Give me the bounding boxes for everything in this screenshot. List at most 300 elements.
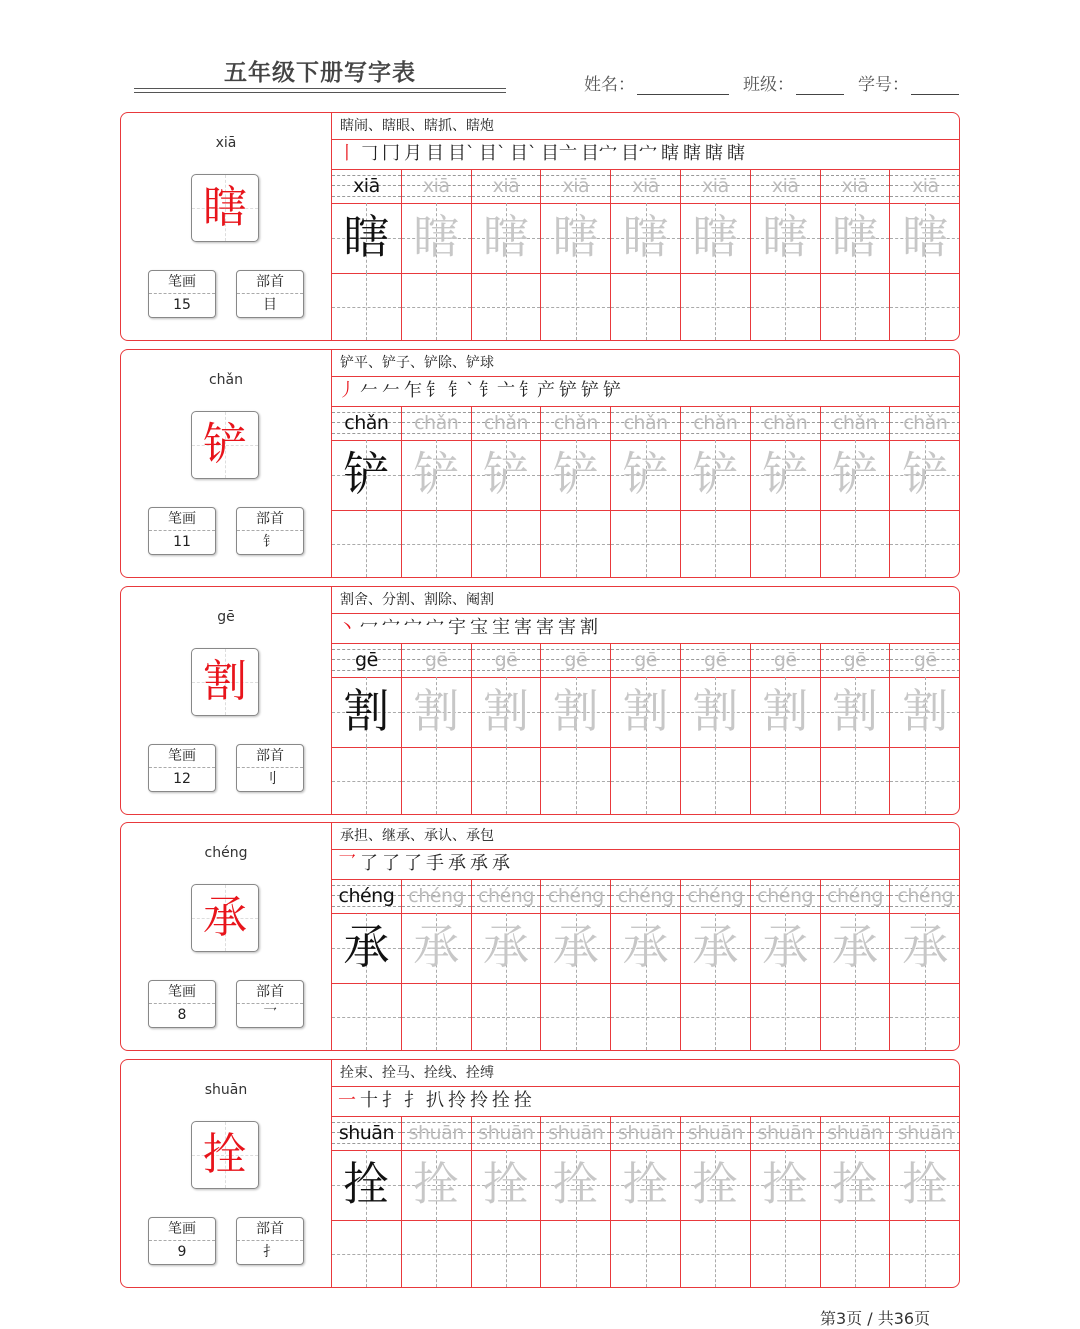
pinyin-practice-cell[interactable]	[472, 169, 542, 203]
character-trace-text: 割	[413, 684, 460, 738]
pinyin-practice-text: gē	[843, 649, 867, 671]
blank-practice-cell[interactable]	[821, 510, 891, 577]
blank-practice-cell[interactable]	[472, 983, 542, 1050]
character-pinyin: shuān	[204, 1082, 248, 1098]
radical-label: 部首	[237, 508, 303, 531]
character-trace-text: 瞎	[343, 210, 390, 264]
blank-practice-cell[interactable]	[751, 747, 821, 814]
character-trace-row	[332, 913, 959, 984]
stroke-order-step: 拴	[514, 1090, 532, 1111]
character-trace-cell[interactable]	[751, 440, 821, 510]
pinyin-practice-text: shuān	[548, 1122, 604, 1144]
pinyin-practice-cell[interactable]	[890, 879, 960, 913]
pinyin-practice-cell[interactable]	[541, 643, 611, 677]
character-block	[120, 349, 960, 578]
blank-practice-cell[interactable]	[681, 983, 751, 1050]
character-trace-cell[interactable]	[890, 440, 960, 510]
pinyin-practice-text: chéng	[617, 885, 674, 907]
character-trace-cell[interactable]	[541, 913, 611, 983]
character-trace-cell[interactable]	[332, 677, 402, 747]
character-trace-row	[332, 1150, 959, 1221]
stroke-order-step: 目`	[448, 143, 475, 164]
pinyin-practice-cell[interactable]	[821, 643, 891, 677]
pinyin-practice-cell[interactable]	[402, 643, 472, 677]
character-trace-cell[interactable]	[751, 203, 821, 273]
blank-practice-cell[interactable]	[611, 983, 681, 1050]
character-pinyin: chǎn	[208, 372, 244, 388]
stroke-order-step: 目宀	[621, 143, 657, 164]
pinyin-practice-text: chǎn	[553, 412, 598, 434]
character-trace-cell[interactable]	[402, 203, 472, 273]
character-trace-text: 铲	[413, 447, 460, 501]
class-blank[interactable]	[796, 76, 844, 95]
blank-practice-cell[interactable]	[541, 1220, 611, 1287]
pinyin-practice-cell[interactable]	[611, 406, 681, 440]
radical-value: 钅	[263, 534, 277, 550]
character-trace-cell[interactable]	[890, 203, 960, 273]
character-trace-cell[interactable]	[541, 203, 611, 273]
stroke-order	[332, 849, 959, 880]
blank-practice-cell[interactable]	[541, 747, 611, 814]
character-trace-cell[interactable]	[332, 913, 402, 983]
blank-practice-cell[interactable]	[332, 273, 402, 340]
character-trace-cell[interactable]	[402, 440, 472, 510]
pinyin-practice-cell[interactable]	[541, 879, 611, 913]
stroke-count-label: 笔画	[149, 508, 215, 531]
pinyin-practice-cell[interactable]	[681, 879, 751, 913]
character-trace-cell[interactable]	[402, 913, 472, 983]
character-display-box	[191, 174, 259, 242]
stroke-order-step: 瞎	[683, 143, 701, 164]
character-trace-cell[interactable]	[751, 913, 821, 983]
pinyin-practice-text: chéng	[547, 885, 604, 907]
pinyin-practice-cell[interactable]	[821, 406, 891, 440]
pinyin-practice-cell[interactable]	[681, 406, 751, 440]
character-trace-cell[interactable]	[541, 677, 611, 747]
character-display-box	[191, 1121, 259, 1189]
character-large: 割	[203, 656, 247, 707]
pinyin-practice-text: chéng	[757, 885, 814, 907]
pinyin-practice-cell[interactable]	[472, 1116, 542, 1150]
blank-practice-cell[interactable]	[681, 747, 751, 814]
stroke-count-box	[148, 980, 216, 1028]
stroke-order-step: 目宀	[581, 143, 617, 164]
blank-practice-cell[interactable]	[402, 273, 472, 340]
pinyin-practice-cell[interactable]	[890, 169, 960, 203]
example-words: 承担、继承、承认、承包	[332, 823, 959, 850]
pinyin-practice-text: xiā	[632, 175, 659, 197]
example-words: 铲平、铲子、铲除、铲球	[332, 350, 959, 377]
character-info-panel	[121, 350, 332, 577]
stroke-order-step: 乍	[404, 380, 422, 401]
pinyin-practice-cell[interactable]	[890, 643, 960, 677]
pinyin-practice-cell[interactable]	[541, 1116, 611, 1150]
character-trace-text: 承	[343, 920, 390, 974]
practice-area	[332, 823, 959, 1050]
pinyin-practice-text: shuān	[687, 1122, 743, 1144]
character-large: 瞎	[203, 182, 247, 233]
class-field[interactable]	[743, 70, 844, 95]
stroke-order-step: 丨	[338, 143, 356, 164]
blank-practice-cell[interactable]	[541, 983, 611, 1050]
pinyin-practice-cell[interactable]	[890, 1116, 960, 1150]
pinyin-practice-cell[interactable]	[611, 643, 681, 677]
blank-practice-cell[interactable]	[332, 1220, 402, 1287]
character-trace-cell[interactable]	[890, 1150, 960, 1220]
pinyin-practice-cell[interactable]	[751, 643, 821, 677]
blank-practice-cell[interactable]	[332, 983, 402, 1050]
stroke-count-value: 11	[173, 534, 191, 550]
pinyin-practice-cell[interactable]	[332, 879, 402, 913]
stroke-order-step: 目`	[510, 143, 537, 164]
stroke-order-step: 宀	[426, 617, 444, 638]
blank-practice-cell[interactable]	[890, 983, 960, 1050]
character-trace-cell[interactable]	[472, 677, 542, 747]
blank-practice-cell[interactable]	[751, 983, 821, 1050]
stroke-order-step: 钅`	[448, 380, 475, 401]
stroke-count-value: 12	[173, 771, 191, 787]
character-trace-text: 拴	[762, 1157, 809, 1211]
blank-practice-row	[332, 510, 959, 577]
stroke-order-step: 目	[426, 143, 444, 164]
character-trace-text: 割	[622, 684, 669, 738]
pinyin-practice-cell[interactable]	[332, 169, 402, 203]
radical-label: 部首	[237, 981, 303, 1004]
blank-practice-cell[interactable]	[332, 747, 402, 814]
stroke-order-step: 丶	[338, 617, 356, 638]
radical-box	[236, 980, 304, 1028]
character-trace-cell[interactable]	[611, 677, 681, 747]
pinyin-practice-cell[interactable]	[541, 406, 611, 440]
student-number-field[interactable]	[858, 70, 959, 95]
pinyin-practice-text: chéng	[478, 885, 534, 907]
stroke-count-box	[148, 507, 216, 555]
stroke-order-step: 目`	[479, 143, 506, 164]
blank-practice-cell[interactable]	[611, 747, 681, 814]
character-trace-text: 瞎	[902, 210, 949, 264]
number-blank[interactable]	[911, 76, 959, 95]
character-trace-text: 拴	[343, 1157, 390, 1211]
character-large: 承	[203, 892, 247, 943]
character-trace-text: 割	[343, 684, 390, 738]
blank-practice-cell[interactable]	[751, 510, 821, 577]
blank-practice-cell[interactable]	[472, 273, 542, 340]
pinyin-practice-text: gē	[494, 649, 518, 671]
stroke-order-step: 冖	[360, 617, 378, 638]
stroke-order-step: 承	[470, 853, 488, 874]
stroke-order-step: 宔	[492, 617, 510, 638]
character-trace-cell[interactable]	[821, 1150, 891, 1220]
pinyin-practice-text: chǎn	[903, 412, 948, 434]
character-trace-text: 铲	[902, 447, 949, 501]
stroke-order-step: 铲	[581, 380, 599, 401]
character-block	[120, 822, 960, 1051]
character-trace-text: 铲	[552, 447, 599, 501]
pinyin-practice-text: xiā	[702, 175, 729, 197]
character-trace-text: 拴	[622, 1157, 669, 1211]
pinyin-practice-cell[interactable]	[890, 406, 960, 440]
pinyin-practice-row	[332, 1116, 959, 1151]
character-trace-text: 瞎	[552, 210, 599, 264]
blank-practice-cell[interactable]	[890, 510, 960, 577]
example-words: 瞎闹、瞎眼、瞎抓、瞎炮	[332, 113, 959, 140]
stroke-order-step: 瞎	[727, 143, 745, 164]
stroke-order-step: 承	[492, 853, 510, 874]
character-trace-cell[interactable]	[821, 440, 891, 510]
pinyin-practice-text: xiā	[841, 175, 869, 197]
stroke-order-step: 宀	[404, 617, 422, 638]
pinyin-practice-cell[interactable]	[402, 169, 472, 203]
character-trace-text: 割	[831, 684, 878, 738]
name-label: 姓名：	[584, 75, 635, 95]
character-trace-cell[interactable]	[472, 440, 542, 510]
pinyin-practice-cell[interactable]	[611, 879, 681, 913]
character-trace-text: 瞎	[413, 210, 460, 264]
blank-practice-cell[interactable]	[751, 1220, 821, 1287]
pinyin-practice-cell[interactable]	[472, 406, 542, 440]
name-field[interactable]	[584, 70, 729, 95]
character-trace-text: 承	[831, 920, 878, 974]
blank-practice-cell[interactable]	[890, 273, 960, 340]
stroke-order-step: 目亠	[541, 143, 577, 164]
pinyin-practice-text: chǎn	[344, 412, 389, 434]
character-trace-text: 铲	[343, 447, 390, 501]
pinyin-practice-cell[interactable]	[751, 1116, 821, 1150]
blank-practice-cell[interactable]	[681, 510, 751, 577]
stroke-order-step: 害	[514, 617, 532, 638]
character-trace-text: 瞎	[692, 210, 739, 264]
character-trace-cell[interactable]	[611, 1150, 681, 1220]
page-number: 第3页 / 共36页	[820, 1309, 931, 1328]
character-trace-cell[interactable]	[681, 677, 751, 747]
character-block	[120, 586, 960, 815]
stroke-count-value: 15	[173, 297, 191, 313]
pinyin-practice-text: shuān	[618, 1122, 674, 1144]
blank-practice-cell[interactable]	[681, 1220, 751, 1287]
pinyin-practice-cell[interactable]	[681, 1116, 751, 1150]
blank-practice-cell[interactable]	[402, 510, 472, 577]
pinyin-practice-text: chǎn	[832, 412, 878, 434]
radical-label: 部首	[237, 1218, 303, 1241]
blank-practice-cell[interactable]	[890, 747, 960, 814]
pinyin-practice-text: xiā	[492, 175, 520, 197]
stroke-order-step: 拎	[470, 1090, 488, 1111]
pinyin-practice-text: chéng	[338, 885, 395, 907]
pinyin-practice-cell[interactable]	[611, 1116, 681, 1150]
blank-practice-cell[interactable]	[821, 1220, 891, 1287]
stroke-order-step: 拎	[448, 1090, 466, 1111]
pinyin-practice-cell[interactable]	[332, 643, 402, 677]
blank-practice-cell[interactable]	[541, 510, 611, 577]
character-trace-cell[interactable]	[751, 1150, 821, 1220]
blank-practice-cell[interactable]	[751, 273, 821, 340]
character-trace-cell[interactable]	[821, 203, 891, 273]
blank-practice-cell[interactable]	[821, 747, 891, 814]
character-trace-cell[interactable]	[751, 677, 821, 747]
blank-practice-row	[332, 983, 959, 1050]
character-trace-cell[interactable]	[472, 203, 542, 273]
stroke-order-step: 一	[338, 1090, 356, 1111]
pinyin-practice-text: shuān	[757, 1122, 813, 1144]
blank-practice-cell[interactable]	[890, 1220, 960, 1287]
character-trace-text: 拴	[692, 1157, 739, 1211]
stroke-order-step: 害	[536, 617, 554, 638]
pinyin-practice-cell[interactable]	[402, 879, 472, 913]
pinyin-practice-cell[interactable]	[751, 879, 821, 913]
character-trace-text: 割	[482, 684, 529, 738]
character-trace-cell[interactable]	[541, 1150, 611, 1220]
blank-practice-cell[interactable]	[472, 747, 542, 814]
stroke-order-step: 宇	[448, 617, 466, 638]
character-trace-cell[interactable]	[611, 440, 681, 510]
character-trace-text: 铲	[762, 447, 809, 501]
blank-practice-cell[interactable]	[541, 273, 611, 340]
stroke-order	[332, 1086, 959, 1117]
number-label: 学号：	[858, 75, 909, 95]
pinyin-practice-cell[interactable]	[472, 879, 542, 913]
pinyin-practice-cell[interactable]	[332, 406, 402, 440]
character-trace-cell[interactable]	[890, 913, 960, 983]
character-display-box	[191, 411, 259, 479]
character-trace-text: 铲	[692, 447, 739, 501]
character-trace-cell[interactable]	[402, 677, 472, 747]
pinyin-practice-text: shuān	[338, 1122, 394, 1144]
character-trace-text: 瞎	[482, 210, 529, 264]
radical-label: 部首	[237, 271, 303, 294]
stroke-order-step: 瞎	[661, 143, 679, 164]
character-trace-text: 承	[482, 920, 529, 974]
blank-practice-cell[interactable]	[611, 273, 681, 340]
character-trace-text: 拴	[902, 1157, 949, 1211]
stroke-count-label: 笔画	[149, 271, 215, 294]
blank-practice-cell[interactable]	[402, 747, 472, 814]
character-trace-cell[interactable]	[681, 440, 751, 510]
pinyin-practice-cell[interactable]	[821, 169, 891, 203]
character-pinyin: chéng	[204, 845, 248, 861]
pinyin-practice-row	[332, 643, 959, 678]
character-trace-cell[interactable]	[332, 1150, 402, 1220]
character-info-panel	[121, 1060, 332, 1287]
character-trace-text: 瞎	[831, 210, 878, 264]
pinyin-practice-text: chéng	[827, 885, 883, 907]
pinyin-practice-cell[interactable]	[402, 1116, 472, 1150]
blank-practice-cell[interactable]	[681, 273, 751, 340]
pinyin-practice-text: shuān	[478, 1122, 534, 1144]
pinyin-practice-cell[interactable]	[332, 1116, 402, 1150]
student-info-fields	[584, 70, 959, 95]
pinyin-practice-row	[332, 169, 959, 204]
pinyin-practice-text: chǎn	[483, 412, 529, 434]
pinyin-practice-text: chǎn	[623, 412, 668, 434]
pinyin-practice-text: chǎn	[763, 412, 808, 434]
character-trace-cell[interactable]	[681, 1150, 751, 1220]
stroke-count-label: 笔画	[149, 981, 215, 1004]
character-trace-cell[interactable]	[402, 1150, 472, 1220]
pinyin-practice-cell[interactable]	[472, 643, 542, 677]
stroke-count-label: 笔画	[149, 745, 215, 768]
character-trace-row	[332, 677, 959, 748]
character-trace-cell[interactable]	[611, 913, 681, 983]
stroke-order-step: 𠂉	[360, 380, 378, 401]
blank-practice-cell[interactable]	[402, 983, 472, 1050]
name-blank[interactable]	[637, 76, 729, 95]
character-trace-text: 割	[552, 684, 599, 738]
blank-practice-cell[interactable]	[472, 1220, 542, 1287]
blank-practice-row	[332, 1220, 959, 1287]
blank-practice-cell[interactable]	[611, 1220, 681, 1287]
pinyin-practice-text: xiā	[911, 175, 939, 197]
character-trace-cell[interactable]	[472, 1150, 542, 1220]
stroke-count-label: 笔画	[149, 1218, 215, 1241]
pinyin-practice-text: shuān	[897, 1122, 953, 1144]
stroke-order	[332, 613, 959, 644]
blank-practice-row	[332, 273, 959, 340]
pinyin-practice-cell[interactable]	[751, 169, 821, 203]
pinyin-practice-cell[interactable]	[541, 169, 611, 203]
character-trace-cell[interactable]	[821, 677, 891, 747]
pinyin-practice-cell[interactable]	[751, 406, 821, 440]
character-trace-text: 承	[552, 920, 599, 974]
character-trace-cell[interactable]	[681, 913, 751, 983]
stroke-order-step: 割	[580, 617, 598, 638]
stroke-order-step: 冂	[382, 143, 400, 164]
character-trace-cell[interactable]	[332, 203, 402, 273]
pinyin-practice-cell[interactable]	[681, 169, 751, 203]
blank-practice-cell[interactable]	[332, 510, 402, 577]
character-trace-cell[interactable]	[611, 203, 681, 273]
stroke-order-step: 月	[404, 143, 422, 164]
character-trace-text: 拴	[482, 1157, 529, 1211]
practice-area	[332, 350, 959, 577]
blank-practice-cell[interactable]	[611, 510, 681, 577]
stroke-order-step: 丿	[338, 380, 356, 401]
blank-practice-cell[interactable]	[821, 983, 891, 1050]
stroke-count-box	[148, 270, 216, 318]
pinyin-practice-text: chéng	[687, 885, 744, 907]
character-trace-cell[interactable]	[681, 203, 751, 273]
pinyin-practice-text: xiā	[353, 175, 380, 197]
character-trace-cell[interactable]	[332, 440, 402, 510]
character-large: 拴	[203, 1129, 247, 1180]
radical-box	[236, 744, 304, 792]
character-trace-cell[interactable]	[541, 440, 611, 510]
character-trace-row	[332, 440, 959, 511]
pinyin-practice-cell[interactable]	[821, 879, 891, 913]
character-trace-text: 割	[692, 684, 739, 738]
stroke-count-value: 9	[177, 1244, 187, 1260]
stroke-order-step: 铲	[559, 380, 577, 401]
blank-practice-cell[interactable]	[821, 273, 891, 340]
pinyin-practice-cell[interactable]	[402, 406, 472, 440]
character-trace-cell[interactable]	[472, 913, 542, 983]
pinyin-practice-cell[interactable]	[681, 643, 751, 677]
pinyin-practice-cell[interactable]	[821, 1116, 891, 1150]
pinyin-practice-text: chéng	[408, 885, 465, 907]
blank-practice-cell[interactable]	[472, 510, 542, 577]
stroke-order-step: 手	[426, 853, 444, 874]
pinyin-practice-text: chǎn	[414, 412, 459, 434]
stroke-order-step: 承	[448, 853, 466, 874]
character-trace-cell[interactable]	[821, 913, 891, 983]
blank-practice-cell[interactable]	[402, 1220, 472, 1287]
character-display-box	[191, 648, 259, 716]
character-display-box	[191, 884, 259, 952]
title-underline	[134, 88, 506, 93]
stroke-order-step: 𠃌	[360, 143, 378, 164]
character-trace-text: 承	[692, 920, 739, 974]
pinyin-practice-cell[interactable]	[611, 169, 681, 203]
character-trace-cell[interactable]	[890, 677, 960, 747]
